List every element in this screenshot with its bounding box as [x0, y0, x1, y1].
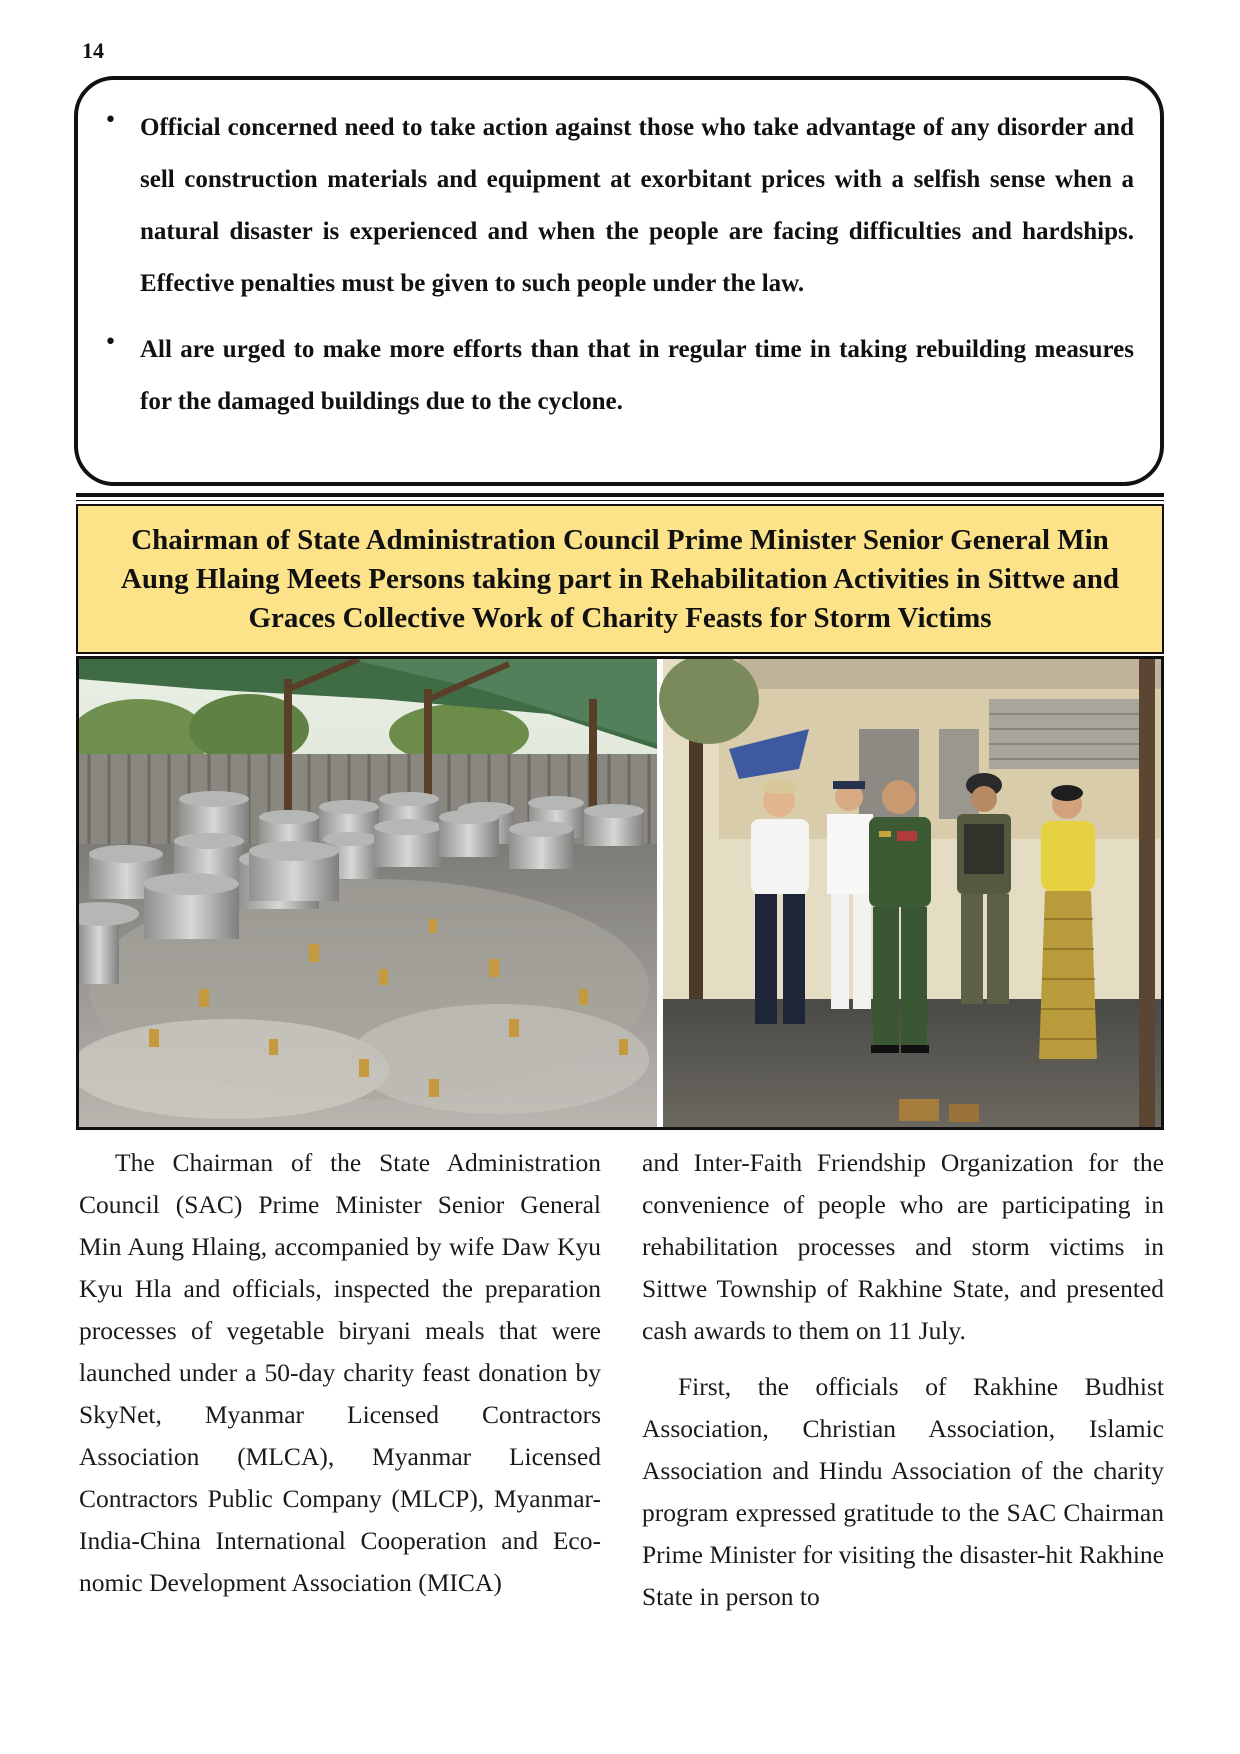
- bullet-dot-icon: •: [104, 330, 117, 355]
- page-number: 14: [82, 38, 104, 63]
- cooking-pots-photo: [79, 659, 657, 1127]
- photo-frame: [76, 656, 1164, 1130]
- bullet-text: Official concerned need to take action against those who take advantage of any disorder and sell construction materials and equipment at exorbitant prices with a selfish sense when a natural disaster is experienced and when the people are facing difficulties and hardships. Effective penalties must be given to such people under the law.: [140, 114, 1134, 297]
- section-divider-thick: [76, 493, 1164, 497]
- article-paragraph-continued: and Inter-Faith Friendship Organization for the convenience of people who are participating in rehabilitation processes and storm victims in Sittwe Township of Rakhine State, and presented cash awards to them on 11 July.: [642, 1148, 1164, 1345]
- bullet-dot-icon: •: [104, 108, 117, 133]
- bullet-item: [104, 102, 1134, 310]
- bullet-list: [104, 102, 1134, 428]
- article-column-right: [642, 1142, 1164, 1632]
- article-headline-banner: [76, 504, 1164, 654]
- bullet-callout-box: [74, 76, 1164, 486]
- officials-visit-photo: [659, 659, 1161, 1127]
- article-paragraph: First, the officials of Rakhine Budhist Association, Christian Association, Islamic Association and Hindu Association of the charity program expressed gratitude to the SAC Chairman Prime Minister for visiting the disaster-hit Rakhine State in person to: [642, 1372, 1164, 1611]
- section-divider-thin: [76, 500, 1164, 501]
- bullet-item: [104, 324, 1134, 428]
- bullet-text: All are urged to make more efforts than that in regular time in taking rebuilding measures for the damaged buildings due to the cyclone.: [140, 336, 1134, 415]
- article-column-left: [79, 1142, 601, 1618]
- photo-collage: [79, 659, 1161, 1127]
- article-headline: Chairman of State Administration Council Prime Minister Senior General Min Aung Hlaing Meets Persons taking part in Rehabilitation Activities in Sittwe and Graces Collective Work of Charity Feasts for Storm Victims: [120, 523, 1120, 634]
- article-paragraph: The Chairman of the State Administration Council (SAC) Prime Minister Senior General Min Aung Hlaing, accompanied by wife Daw Kyu Kyu Hla and officials, inspected the preparation processes of vegetable biryani meals that were launched under a 50-day charity feast donation by SkyNet, Myanmar Licensed Contractors Association (MLCA), Myanmar Licensed Contractors Public Company (MLCP), Myanmar-India-China International Cooperation and Economic Development Association (MICA): [79, 1148, 601, 1597]
